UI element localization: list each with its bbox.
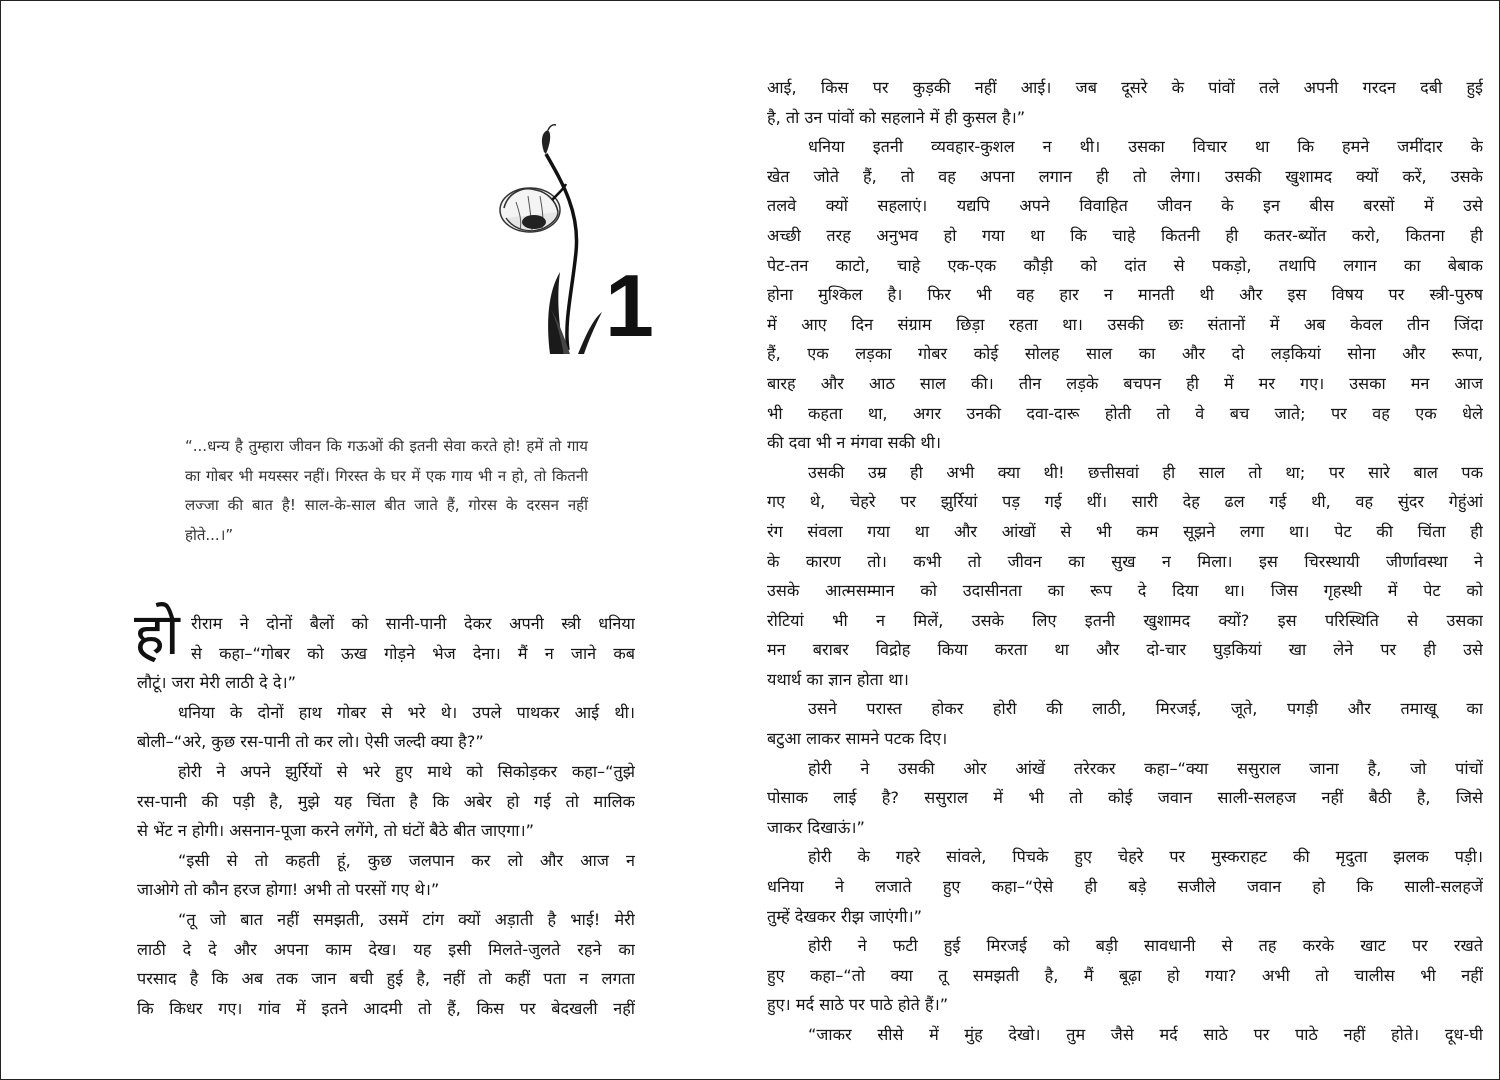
- text-line: उसके आत्मसम्मान को उदासीनता का रूप दे दिया था। जिस गृहस्थी में पेट को: [767, 581, 1483, 601]
- right-page: [750, 0, 1500, 1080]
- text-line: यथार्थ का ज्ञान होता था।: [767, 669, 909, 689]
- text-line: धनिया ने लजाते हुए कहा–“ऐसे ही बड़े सजीले जवान हो कि साली-सलहजें: [767, 877, 1483, 897]
- text-line: लाठी दे दे और अपना काम देख। यह इसी मिलते-जुलते रहने का: [137, 939, 635, 959]
- text-line: पोसाक लाई है? ससुराल में भी तो कोई जवान साली-सलहज नहीं बैठी है, जिसे: [767, 788, 1483, 808]
- text-line: लौटूं। जरा मेरी लाठी दे दे।”: [137, 673, 296, 693]
- text-line: खेत जोते हैं, तो वह अपना लगान ही तो लेगा। उसकी खुशामद क्यों करें, उसके: [767, 166, 1483, 186]
- text-line: रंग संवला गया था और आंखों से भी कम सूझने लगा था। पेट की चिंता ही: [767, 521, 1483, 541]
- text-line: होरी ने उसकी ओर आंखें तरेरकर कहा–“क्या ससुराल जाना है, जो पांचों: [808, 758, 1483, 778]
- text-line: बटुआ लाकर सामने पटक दिए।: [767, 729, 948, 749]
- text-line: धनिया इतनी व्यवहार-कुशल न थी। उसका विचार था कि हमने जमींदार के: [808, 137, 1483, 157]
- text-line: धनिया के दोनों हाथ गोबर से भरे थे। उपले पाथकर आई थी।: [178, 702, 635, 722]
- text-line: गए थे, चेहरे पर झुर्रियां पड़ गई थीं। सारी देह ढल गई थी, वह सुंदर गेहुंआं: [767, 492, 1483, 512]
- text-line: अच्छी तरह अनुभव हो गया था कि चाहे कितनी ही कतर-ब्योंत करो, कितना ही: [767, 225, 1483, 245]
- text-line: उसने परास्त होकर होरी की लाठी, मिरजई, जूते, पगड़ी और तमाखू का: [808, 699, 1483, 719]
- text-line: जाकर दिखाऊं।”: [767, 817, 865, 837]
- chapter-epigraph: “...धन्य है तुम्हारा जीवन कि गऊओं की इतनी सेवा करते हो! हमें तो गाय का गोबर भी मयस्सर नहीं। गिरस्त के घर में एक गाय भी न हो, तो कितनी लज्जा की बात है! साल-के-साल बीत जाते हैं, गोरस के दरसन नहीं होते...।”: [185, 437, 588, 544]
- text-line: में आए दिन संग्राम छिड़ा रहता था। उसकी छः संतानों में अब केवल तीन जिंदा: [767, 314, 1483, 334]
- text-line: कि किधर गए। गांव में इतने आदमी तो हैं, किस पर बेदखली नहीं: [137, 998, 635, 1018]
- text-line: उसकी उम्र ही अभी क्या थी! छत्तीसवां ही साल तो था; पर सारे बाल पक: [808, 462, 1483, 482]
- chapter-number: 1: [605, 256, 654, 355]
- text-line: तुम्हें देखकर रीझ जाएंगी।”: [767, 906, 923, 926]
- text-line: से कहा–“गोबर को ऊख गोड़ने भेज देना। मैं न जाने कब: [191, 643, 635, 663]
- text-line: है, तो उन पांवों को सहलाने में ही कुसल है।”: [767, 107, 1026, 127]
- drop-cap: हो: [134, 600, 180, 668]
- text-line: बोली–“अरे, कुछ रस-पानी तो कर लो। ऐसी जल्दी क्या है?”: [137, 732, 484, 752]
- text-line: होना मुश्किल है। फिर भी वह हार न मानती थी और इस विषय पर स्त्री-पुरुष: [767, 285, 1483, 305]
- text-line: “जाकर सीसे में मुंह देखो। तुम जैसे मर्द साठे पर पाठे नहीं होते। दूध-घी: [808, 1025, 1483, 1044]
- text-line: रीराम ने दोनों बैलों को सानी-पानी देकर अपनी स्त्री धनिया: [191, 614, 635, 633]
- text-line: भी कहता था, अगर उनकी दवा-दारू होती तो वे बच जाते; पर वह एक धेले: [767, 403, 1483, 423]
- left-page-body: [134, 600, 635, 1023]
- text-line: परसाद है कि अब तक जान बची हुई है, नहीं तो कहीं पता न लगता: [137, 969, 635, 989]
- text-line: “इसी से तो कहती हूं, कुछ जलपान कर लो और आज न: [178, 850, 635, 870]
- text-line: रस-पानी की पड़ी है, मुझे यह चिंता है कि अबेर हो गई तो मालिक: [137, 791, 635, 811]
- text-line: आई, किस पर कुड़की नहीं आई। जब दूसरे के पांवों तले अपनी गरदन दबी हुई: [767, 78, 1483, 97]
- text-line: बारह और आठ साल की। तीन लड़के बचपन ही में मर गए। उसका मन आज: [767, 373, 1483, 393]
- text-line: हुए। मर्द साठे पर पाठे होते हैं।”: [767, 995, 949, 1015]
- right-page-body: [767, 73, 1483, 1050]
- text-line: “तू जो बात नहीं समझती, उसमें टांग क्यों अड़ाती है भाई! मेरी: [178, 909, 635, 929]
- text-line: पेट-तन काटो, चाहे एक-एक कौड़ी को दांत से पकड़ो, तथापि लगान का बेबाक: [767, 255, 1483, 275]
- text-line: तलवे क्यों सहलाएं। यद्यपि अपने विवाहित जीवन के इन बीस बरसों में उसे: [767, 196, 1483, 216]
- text-line: होरी ने फटी हुई मिरजई को बड़ी सावधानी से तह करके खाट पर रखते: [808, 936, 1483, 956]
- text-line: के कारण तो। कभी तो जीवन का सुख न मिला। इस चिरस्थायी जीर्णावस्था ने: [767, 551, 1483, 571]
- text-line: मन बराबर विद्रोह किया करता था और दो-चार घुड़कियां खा लेने पर ही उसे: [767, 640, 1483, 660]
- text-line: हुए कहा–“तो क्या तू समझती है, मैं बूढ़ा हो गया? अभी तो चालीस भी नहीं: [767, 965, 1483, 985]
- text-line: हैं, एक लड़का गोबर कोई सोलह साल का और दो लड़कियां सोना और रूपा,: [767, 344, 1483, 364]
- text-line: जाओगे तो कौन हरज होगा! अभी तो परसों गए थे।”: [137, 880, 440, 900]
- text-line: से भेंट न होगी। असनान-पूजा करने लगेंगे, तो घंटों बैठे बीत जाएगा।”: [137, 821, 535, 841]
- text-line: रोटियां भी न मिलें, उसके लिए इतनी खुशामद क्यों? इस परिस्थिति से उसका: [767, 610, 1483, 630]
- text-line: की दवा भी न मंगवा सकी थी।: [767, 433, 942, 453]
- text-line: होरी के गहरे सांवले, पिचके हुए चेहरे पर मुस्कराहट की मृदुता झलक पड़ी।: [808, 847, 1483, 867]
- text-line: होरी ने अपने झुर्रियों से भरे हुए माथे को सिकोड़कर कहा–“तुझे: [178, 761, 635, 781]
